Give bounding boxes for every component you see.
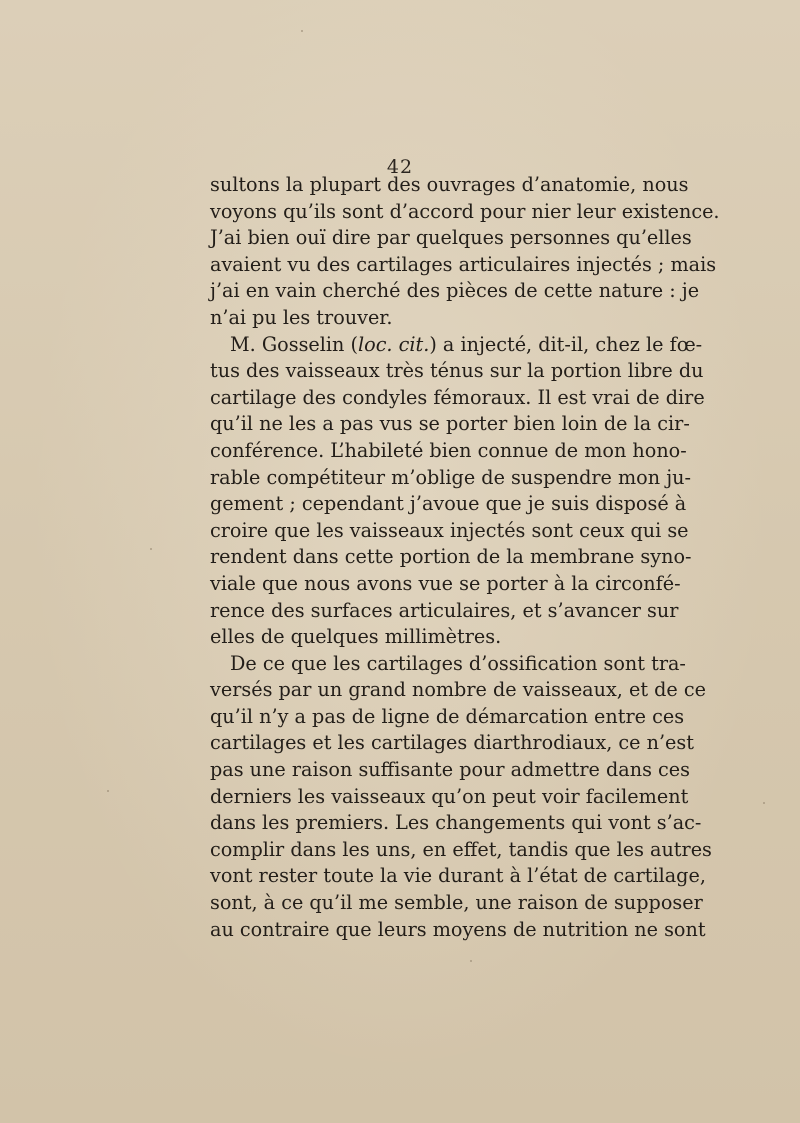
text-line: rence des surfaces articulaires, et s’avancer sur: [210, 598, 679, 622]
text-line: J’ai bien ouï dire par quelques personnes qu’elles: [210, 226, 692, 250]
text-line: gement ; cependant j’avoue que je suis disposé à: [210, 492, 687, 516]
paper-speck: [150, 548, 152, 550]
text-line: qu’il ne les a pas vus se porter bien loin de la cir-: [210, 412, 690, 436]
text-line: rable compétiteur m’oblige de suspendre mon ju-: [210, 465, 691, 489]
text-line: croire que les vaisseaux injectés sont ceux qui se: [210, 518, 689, 542]
text-line: sont, à ce qu’il me semble, une raison de supposer: [210, 891, 703, 915]
text-line: conférence. L’habileté bien connue de mon hono-: [210, 438, 687, 462]
text-line: cartilages et les cartilages diarthrodiaux, ce n’est: [210, 731, 694, 755]
text-line: rendent dans cette portion de la membrane syno-: [210, 545, 692, 569]
text-line: avaient vu des cartilages articulaires injectés ; mais: [210, 252, 717, 276]
paper-speck: [107, 790, 109, 792]
text-line: pas une raison suffisante pour admettre dans ces: [210, 758, 690, 782]
paragraph: [210, 332, 705, 651]
paper-speck: [763, 802, 765, 804]
paragraph: [210, 651, 712, 944]
text-line: elles de quelques millimètres.: [210, 625, 502, 649]
citation-italic: loc. cit.: [358, 332, 430, 356]
text-line: cartilage des condyles fémoraux. Il est vrai de dire: [210, 385, 705, 409]
paper-speck: [470, 960, 472, 962]
text-line: vont rester toute la vie durant à l’état de cartilage,: [210, 864, 706, 888]
text-line: dans les premiers. Les changements qui vont s’ac-: [210, 811, 702, 835]
text-line: voyons qu’ils sont d’accord pour nier leur existence.: [210, 199, 720, 223]
text-line: j’ai en vain cherché des pièces de cette nature : je: [210, 279, 700, 303]
paper-speck: [301, 30, 303, 32]
text-line: versés par un grand nombre de vaisseaux, et de ce: [210, 678, 706, 702]
text-line: au contraire que leurs moyens de nutrition ne sont: [210, 917, 706, 941]
page-number: 42: [386, 156, 414, 178]
text-fragment: ) a injecté, dit-il, chez le fœ-: [429, 332, 703, 356]
text-line: viale que nous avons vue se porter à la circonfé-: [210, 571, 681, 595]
text-line: sultons la plupart des ouvrages d’anatomie, nous: [210, 173, 689, 196]
text-line: tus des vaisseaux très ténus sur la portion libre du: [210, 359, 704, 383]
text-line: n’ai pu les trouver.: [210, 305, 393, 329]
text-fragment: M. Gosselin (: [230, 332, 358, 356]
text-line: De ce que les cartilages d’ossification sont tra-: [230, 651, 686, 675]
text-line: qu’il n’y a pas de ligne de démarcation entre ces: [210, 704, 685, 728]
paragraph: [210, 172, 720, 332]
text-line: complir dans les uns, en effet, tandis que les autres: [210, 837, 712, 861]
text-line: [210, 332, 703, 359]
text-line: derniers les vaisseaux qu’on peut voir facilement: [210, 784, 689, 808]
body-text: [210, 172, 720, 943]
